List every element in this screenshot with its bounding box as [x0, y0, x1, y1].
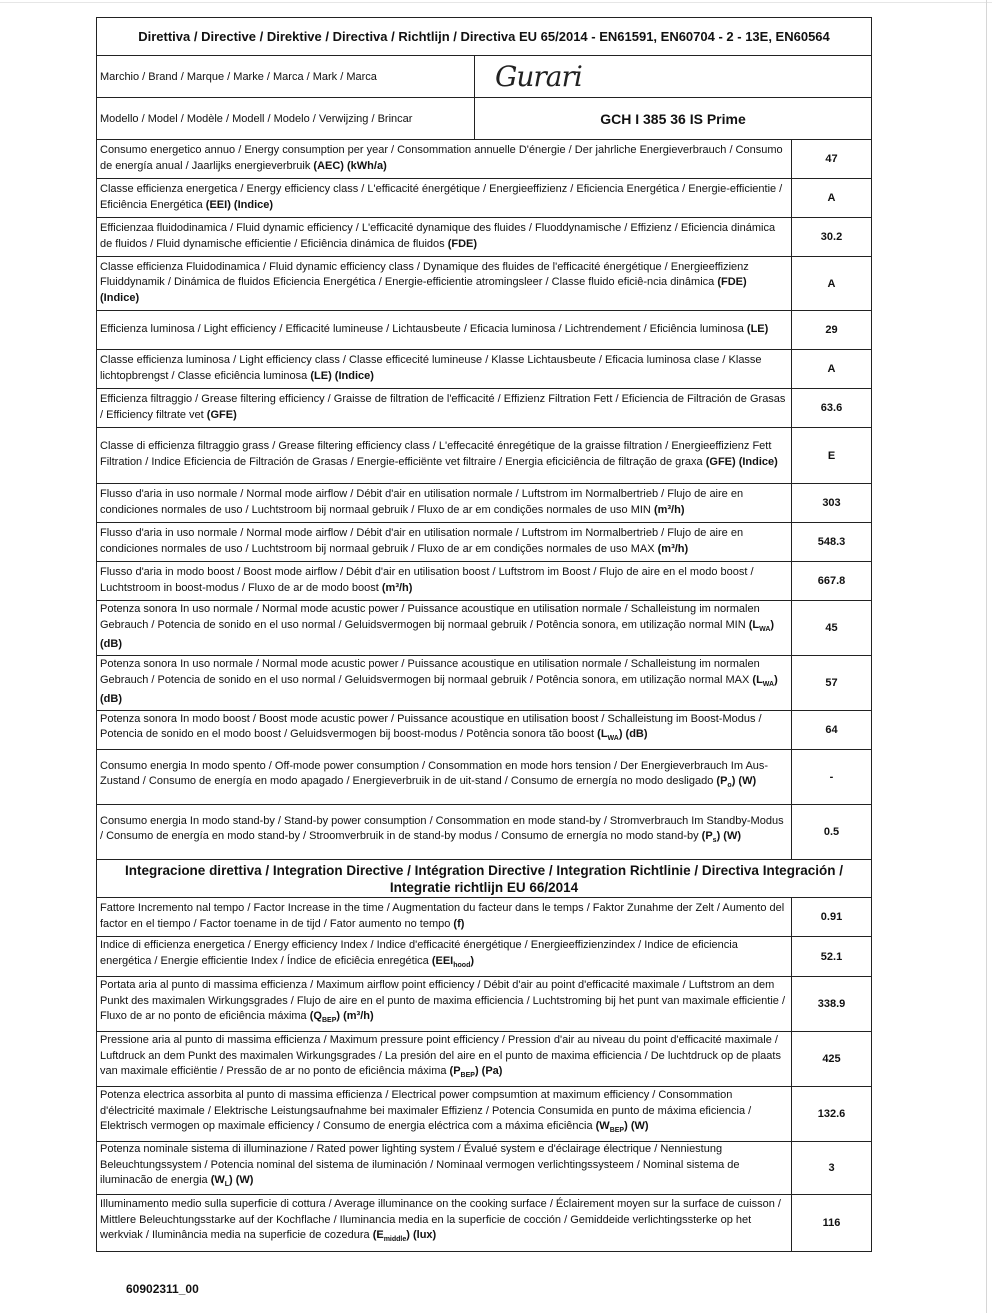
parameter-rows — [97, 140, 871, 860]
integration-value: 0.91 — [820, 911, 843, 923]
unit-subscript: BEP — [609, 1127, 625, 1135]
parameter-description-text — [100, 487, 787, 518]
unit-label-text: (W — [595, 1120, 610, 1133]
unit-label-suffix: ) (W) — [716, 830, 742, 843]
unit-label-suffix: ) (dB) — [100, 673, 778, 706]
unit-label-text: (m³/h) — [657, 542, 689, 555]
brand-value-cell — [475, 56, 871, 97]
parameter-description-text — [100, 221, 787, 252]
integration-row — [97, 937, 871, 977]
parameter-value: E — [827, 449, 836, 462]
parameter-description-text — [100, 322, 768, 338]
parameter-value: A — [827, 363, 836, 375]
description-text: Classe efficienza Fluidodinamica / Fluid dynamic efficiency class / Dynamique des fluides de l'efficacité énergétique / Energieeffizienz Fluiddynamik / Dinámica de fluidos Eficiencia Energética / Energie-efficientie atromingsleer / Classe fluido eficiê-ncia dinâmica — [100, 260, 749, 289]
parameter-value: - — [829, 771, 834, 783]
integration-row — [97, 1142, 871, 1195]
unit-subscript: s — [712, 837, 717, 845]
parameter-description — [97, 656, 792, 710]
unit-label — [706, 456, 778, 468]
model-value-cell — [475, 98, 871, 139]
unit-subscript: BEP — [460, 1072, 475, 1080]
unit-label — [716, 775, 757, 790]
description-text: Flusso d'aria in modo boost / Boost mode airflow / Débit d'air en utilisation boost / Luftstrom im Boost / Flujo de aire en el modo boost / Luchtstroom in boost-modus / Fluxo de ar de modo boost — [100, 565, 754, 594]
integration-value: 132.6 — [817, 1108, 846, 1120]
parameter-description-text — [100, 182, 787, 213]
unit-label-text: (LE) (Indice) — [310, 369, 374, 382]
unit-label-suffix: ) (W) — [229, 1174, 254, 1187]
unit-label-text: (FDE) (Indice) — [100, 276, 747, 304]
unit-label-text: (GFE) — [206, 408, 237, 421]
unit-label-suffix: ) — [470, 954, 475, 967]
model-value: GCH I 385 36 IS Prime — [600, 110, 746, 127]
unit-label — [206, 199, 273, 211]
integration-row — [97, 1087, 871, 1142]
description-text: Fattore Incremento nal tempo / Factor Increase in the time / Augmentation du facteur dans le temps / Faktor Zunahme der Zelt / Aumento del factor en el tiempo / Factor toename in de tijd / Fator aumento no tempo — [100, 901, 785, 930]
parameter-row — [97, 257, 871, 311]
unit-label — [372, 1229, 437, 1244]
parameter-description — [97, 140, 792, 178]
parameter-description — [97, 311, 792, 349]
integration-value: 116 — [822, 1217, 841, 1229]
parameter-description-text — [100, 657, 787, 708]
unit-label — [595, 1120, 649, 1135]
parameter-value: 57 — [825, 677, 838, 689]
parameter-description — [97, 562, 792, 600]
parameter-value: 63.6 — [820, 402, 843, 414]
parameter-description — [97, 218, 792, 256]
page-top-edge — [0, 2, 992, 3]
integration-row — [97, 1032, 871, 1087]
parameter-row — [97, 350, 871, 389]
unit-label-text: (P — [449, 1065, 461, 1078]
parameter-description — [97, 601, 792, 655]
description-text: Classe efficienza luminosa / Light efficiency class / Classe efficecité lumineuse / Klasse Lichtausbeute / Eficacia luminosa clase / Klasse lichtopbrengst / Classe eficiência luminosa — [100, 353, 762, 382]
parameter-description-text — [100, 712, 787, 747]
unit-label-text: (E — [372, 1229, 384, 1242]
integration-description-text — [100, 1197, 787, 1248]
parameter-description-text — [100, 602, 787, 653]
parameter-description-text — [100, 759, 787, 794]
brand-label: Marchio / Brand / Marque / Marke / Marca / Mark / Marca — [97, 56, 475, 97]
unit-label-text: (L — [752, 673, 763, 686]
unit-label-text: (P — [701, 830, 713, 843]
unit-label-text: (W — [210, 1174, 225, 1187]
unit-label-suffix: ) (m³/h) — [336, 1010, 374, 1023]
description-text: Portata aria al punto di massima efficienza / Maximum airflow point efficiency / Débit d'air au point d'efficacité maximale / Luftstrom an dem Punkt des maximalen Wirkungsgrades / Flujo de aire en el punto de maxima efficiencia / Luchtstroming bij het punt van maximale efficientie / Fluxo de ar no ponto de eficiência máxima — [100, 979, 785, 1023]
parameter-description-text — [100, 439, 787, 470]
integration-value: 3 — [828, 1162, 835, 1174]
integration-description — [97, 1195, 792, 1251]
description-text: Efficienzaa fluidodinamica / Fluid dynamic efficiency / L'efficacité dynamique des fluides / Fluoddynamische / Effizienz / Eficiencia dinámica de fluidos / Fluid dynamische efficientie / Eficiência dinámica de fluidos — [100, 221, 776, 250]
description-text: Classe di efficienza filtraggio grass / Grease filtering efficiency class / L'effecacité énregétique de la graisse filtration / Energieeffizienz Fett Filtration / Indice Eficiencia de Filtración de Grasas / Energie-efficiënte vet filtraire / Energia eficiciência de filtração de graxa — [100, 440, 772, 468]
parameter-value: 29 — [825, 324, 838, 336]
integration-description-text — [100, 1033, 787, 1084]
parameter-description-text — [100, 814, 787, 849]
energy-label-table — [96, 17, 872, 1252]
description-text: Efficienza luminosa / Light efficiency / Efficacité lumineuse / Lichtausbeute / Eficacia luminosa / Lichtrendement / Eficiência luminosa — [100, 322, 744, 335]
parameter-row — [97, 711, 871, 750]
unit-label — [431, 954, 475, 970]
parameter-description — [97, 350, 792, 388]
integration-description — [97, 1032, 792, 1086]
parameter-value: A — [827, 277, 836, 290]
parameter-description — [97, 523, 792, 561]
description-text: Potenza sonora In modo boost / Boost mode acustic power / Puissance acoustique en utilisation boost / Schalleistung im Boost-Modus / Potencia de sonido en el modo boost / Geluidsvermogen bij boost-modus / Potência sonora tão boost — [100, 712, 762, 741]
unit-label-suffix: ) (dB) — [618, 728, 648, 741]
parameter-description — [97, 389, 792, 427]
parameter-value: A — [827, 192, 836, 204]
unit-label-text: (AEC) (kWh/a) — [313, 159, 387, 172]
integration-value: 425 — [822, 1053, 841, 1065]
unit-label-text: (L — [748, 618, 760, 631]
unit-label-text: (m³/h) — [653, 503, 685, 516]
directive-header-text: Direttiva / Directive / Direktive / Directiva / Richtlijn / Directiva EU 65/2014 - EN61591, EN60704 - 2 - 13E, EN60564 — [138, 29, 830, 44]
brand-row — [97, 56, 871, 98]
description-text: Consumo energetico annuo / Energy consumption per year / Consommation annuelle D'énergie / Der jahrliche Energieverbrauch / Consumo de energía anual / Jaarlijks energieverbruik — [100, 143, 783, 172]
parameter-row — [97, 218, 871, 257]
description-text: Potenza electrica assorbita al punto di massima efficienza / Electrical power compsumtion at maximum efficiency / Consommation d'électricité maximale / Elektrische Leistungsaufnahme bei maximaler Effizienz / Potencia Consumida en punto de máxima eficiencia / Elektrisch vermogen op maximale efficiency / Consumo de energia eléctrica com a máxima eficiência — [100, 1089, 752, 1133]
integration-row — [97, 1195, 871, 1252]
unit-label — [701, 830, 742, 845]
integration-row — [97, 898, 871, 937]
unit-label — [658, 543, 689, 555]
parameter-description-text — [100, 526, 787, 557]
unit-label-text: (FDE) — [447, 237, 478, 250]
unit-label-text: (m³/h) — [381, 581, 413, 594]
parameter-description — [97, 711, 792, 749]
integration-description-text — [100, 978, 787, 1029]
unit-label — [747, 323, 768, 335]
parameter-value: 303 — [822, 497, 841, 509]
model-label: Modello / Model / Modèle / Modell / Modelo / Verwijzing / Brincar — [97, 98, 475, 139]
integration-description-text — [100, 1142, 787, 1193]
parameter-description-text — [100, 260, 787, 307]
unit-label — [453, 918, 464, 930]
unit-label — [449, 1065, 503, 1080]
parameter-description — [97, 805, 792, 859]
unit-subscript: L — [224, 1181, 230, 1189]
unit-label-text: (EEI — [431, 954, 454, 967]
integration-description — [97, 977, 792, 1031]
unit-label-suffix: ) (W) — [624, 1120, 649, 1133]
unit-subscript: WA — [607, 735, 619, 743]
parameter-description — [97, 257, 792, 310]
model-row — [97, 98, 871, 140]
parameter-row — [97, 484, 871, 523]
document-code: 60902311_00 — [126, 1282, 199, 1296]
unit-subscript: WA — [762, 680, 775, 688]
integration-rows — [97, 898, 871, 1252]
integration-header — [97, 860, 871, 898]
integration-description — [97, 898, 792, 936]
integration-description-text — [100, 901, 787, 932]
unit-label-text: (f) — [453, 917, 465, 930]
parameter-row — [97, 389, 871, 428]
unit-label — [654, 504, 685, 516]
integration-row — [97, 977, 871, 1032]
description-text: Efficienza filtraggio / Grease filtering efficiency / Graisse de filtration de l'efficacité / Effizienz Filtration Fett / Eficiencia de Filtración de Grasas / Efficiency filtrate vet — [100, 392, 786, 421]
integration-value: 52.1 — [820, 950, 843, 963]
unit-label — [448, 238, 477, 250]
description-text: Indice di efficienza energetica / Energy efficiency Index / Indice d'efficacité énergétique / Energieeffizienzindex / Indice de eficiencia energética / Energie efficientie Index / Índice de eficiêcia enregética — [100, 939, 738, 967]
description-text: Flusso d'aria in uso normale / Normal mode airflow / Débit d'air en utilisation normale / Luftstrom im Normalbertrieb / Flujo de aire en condiciones normales de uso / Luchtstroom bij normaal gebruik / Fluxo de ar em condições normales de uso MAX — [100, 526, 744, 555]
unit-label-text: (GFE) (Indice) — [705, 456, 778, 468]
description-text: Potenza sonora In uso normale / Normal mode acustic power / Puissance acoustique en utilisation normale / Schalleistung im normalen Gebrauch / Potencia de sonido en el uso normal / Geluidsvermogen bij normaal gebruik / Potência sonora, em utilização normal MIN — [100, 603, 760, 631]
description-text: Potenza nominale sistema di illuminazione / Rated power lighting system / Évalué system e d'éclairage électrique / Nenniestung Beleuchtungssystem / Potencia nominal del sistema de iluminación / Nominaal vermogen verlichtingssysteem / Nominal sistema de iluminacão de energia — [100, 1143, 740, 1187]
parameter-value: 0.5 — [823, 826, 840, 838]
unit-subscript: hood — [453, 962, 471, 970]
parameter-description-text — [100, 143, 787, 174]
integration-value: 338.9 — [817, 998, 846, 1010]
parameter-value: 45 — [825, 622, 838, 634]
unit-label-suffix: ) (Pa) — [474, 1065, 503, 1078]
parameter-description — [97, 484, 792, 522]
parameter-value: 30.2 — [820, 231, 843, 243]
directive-header — [97, 18, 871, 56]
parameter-row — [97, 140, 871, 179]
integration-description — [97, 1087, 792, 1141]
parameter-value: 47 — [825, 153, 838, 165]
description-text: Consumo energia In modo stand-by / Stand-by power consumption / Consommation en mode stand-by / Stromverbrauch Im Standby-Modus / Consumo de energía en modo stand-by / Stroomverbruik in de stand-by modus / Consumo de ernergía no modo stand-by — [100, 814, 784, 843]
integration-description-text — [100, 938, 787, 973]
parameter-description — [97, 750, 792, 804]
integration-description-text — [100, 1088, 787, 1139]
parameter-row — [97, 179, 871, 218]
unit-subscript: WA — [759, 625, 771, 633]
integration-line-1: Integracione direttiva / Integration Directive / Intégration Directive / Integration Richtlinie / Directiva Integración / — [125, 862, 843, 878]
unit-label — [313, 160, 386, 172]
unit-label — [382, 582, 413, 594]
parameter-description — [97, 428, 792, 483]
parameter-value: 667.8 — [817, 575, 846, 587]
unit-label — [597, 728, 648, 743]
parameter-description-text — [100, 353, 787, 384]
unit-label-text: (LE) — [746, 322, 769, 335]
unit-subscript: o — [727, 782, 732, 790]
unit-label-text: (Q — [309, 1010, 322, 1023]
unit-label-suffix: ) (dB) — [100, 618, 775, 651]
unit-label — [310, 370, 374, 382]
unit-label — [210, 1174, 254, 1189]
description-text: Flusso d'aria in uso normale / Normal mode airflow / Débit d'air en utilisation normale / Luftstrom im Normalbertrieb / Flujo de aire en condiciones normales de uso / Luchtstroom bij normaal gebruik / Fluxo de ar em condições normales de uso MIN — [100, 487, 744, 516]
parameter-value: 548.3 — [817, 536, 846, 548]
integration-description — [97, 1142, 792, 1194]
unit-label-suffix: ) (W) — [731, 775, 757, 788]
unit-label-text: (L — [597, 728, 608, 741]
brand-logo: Gurari — [495, 60, 582, 93]
description-text: Consumo energia In modo spento / Off-mode power consumption / Consommation en mode hors tension / Der Energieverbrauch Im Aus-Zustand / Consumo de energía en modo apagado / Energieverbruik in de uit-stand / Consumo de ernergía no modo desligado — [100, 759, 769, 788]
description-text: Pressione aria al punto di massima efficienza / Maximum pressure point efficiency / Pression d'air au niveau du point d'efficacité maximale / Luftdruck an dem Punkt des maximalen Wirkungsgrades / La presión del aire en el punto de maxima efficiencia / De luchtdruck op de plaats van maximale efficiëntie / Pressão de ar no ponto de eficiência máxima — [100, 1034, 781, 1078]
parameter-value: 64 — [825, 724, 838, 736]
description-text: Illuminamento medio sulla superficie di cottura / Average illuminance on the cooking surface / Éclairement moyen sur la surface de cuisson / Mittlere Beleuchtungsstarke auf der Kochflache / Iluminancia media en la superficie de cocción / Gemiddeide verlichtingssterke op het werkviak / Iluminância media na superficie de cozedura — [100, 1198, 781, 1242]
parameter-description — [97, 179, 792, 217]
parameter-row — [97, 601, 871, 656]
parameter-description-text — [100, 565, 787, 596]
unit-label-text: (P — [716, 775, 728, 788]
parameter-description-text — [100, 392, 787, 423]
unit-subscript: BEP — [321, 1017, 337, 1025]
unit-subscript: middle — [383, 1236, 407, 1244]
unit-label-text: (EEI) (Indice) — [205, 198, 274, 211]
description-text: Classe efficienza energetica / Energy efficiency class / L'efficacité énergétique / Energieeffizienz / Eficiencia Energética / Energie-efficientie / Eficiência Energética — [100, 182, 783, 211]
parameter-row — [97, 562, 871, 601]
description-text: Potenza sonora In uso normale / Normal mode acustic power / Puissance acoustique en utilisation normale / Schalleistung im normalen Gebrauch / Potencia de sonido en el uso normal / Geluidsvermogen bij normaal gebruik / Potência sonora, em utilização normal MAX — [100, 658, 760, 686]
parameter-row — [97, 656, 871, 711]
unit-label — [207, 409, 237, 421]
unit-label-suffix: ) (lux) — [406, 1229, 437, 1242]
parameter-row — [97, 311, 871, 350]
unit-label — [309, 1010, 374, 1025]
page-right-edge — [986, 0, 987, 1313]
integration-line-2: Integratie richtlijn EU 66/2014 — [389, 879, 579, 895]
parameter-row — [97, 805, 871, 860]
parameter-row — [97, 523, 871, 562]
parameter-row — [97, 428, 871, 484]
integration-description — [97, 937, 792, 976]
parameter-row — [97, 750, 871, 805]
